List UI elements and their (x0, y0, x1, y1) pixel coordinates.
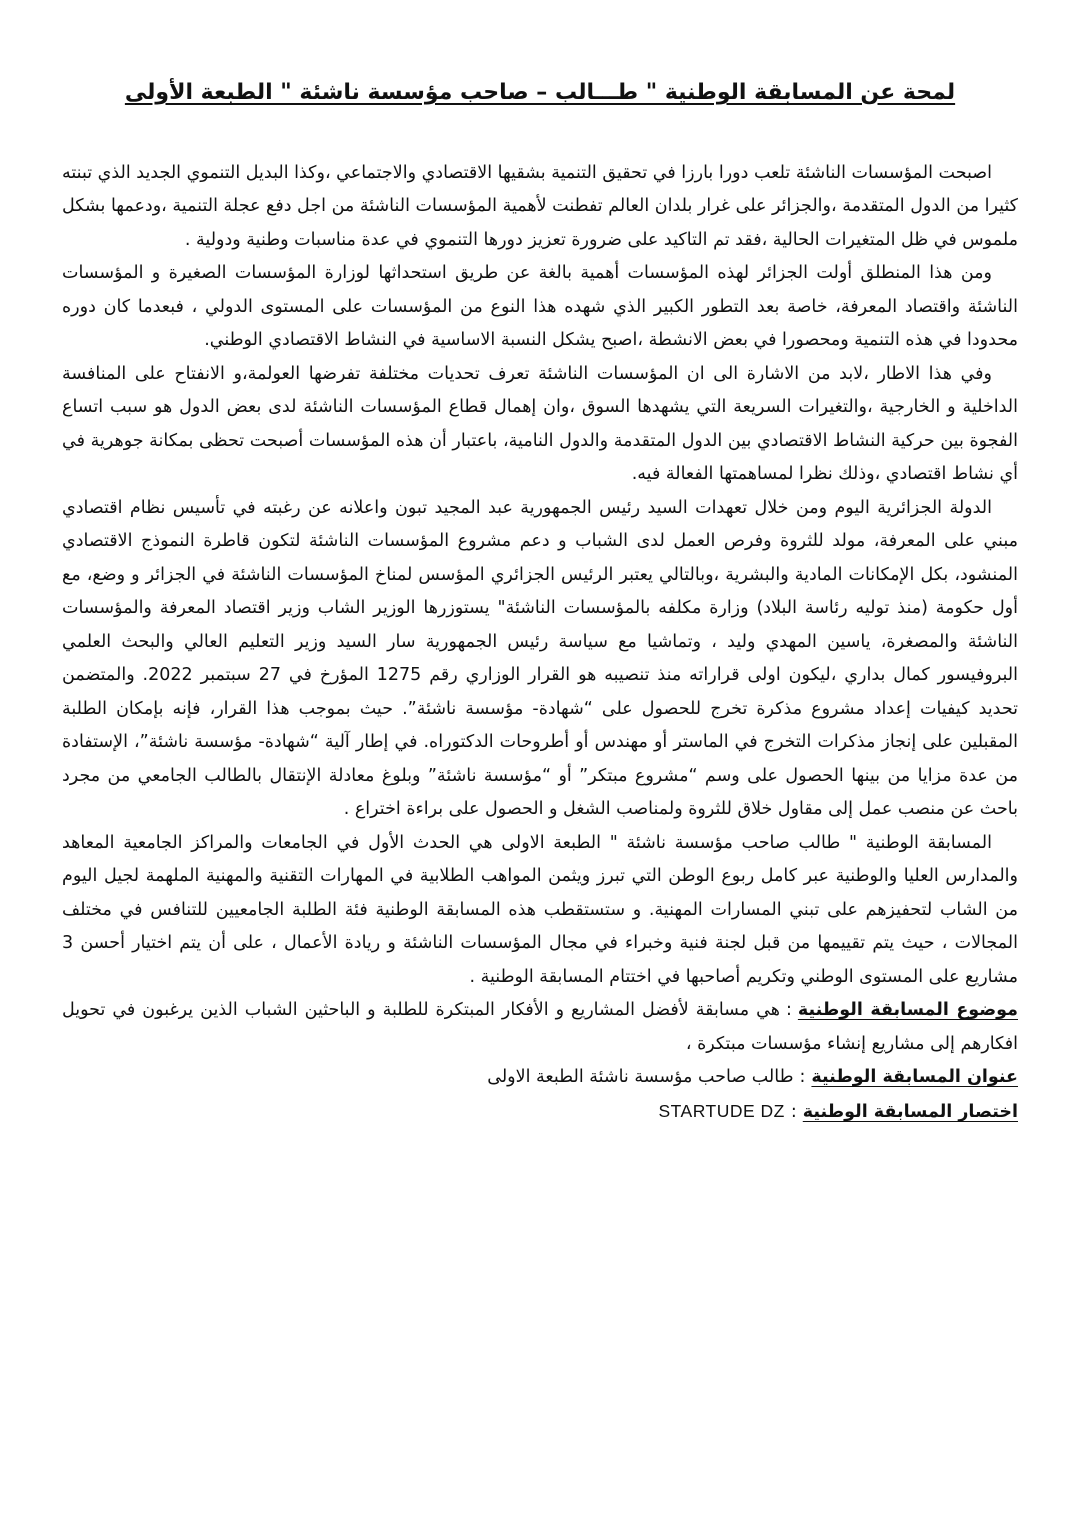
competition-topic-separator: : (785, 1000, 792, 1021)
competition-title-label: عنوان المسابقة الوطنية (811, 1067, 1018, 1088)
competition-abbreviation-value: STARTUDE DZ (658, 1100, 785, 1121)
paragraph-state-initiative: الدولة الجزائرية اليوم ومن خلال تعهدات السيد رئيس الجمهورية عبد المجيد تبون واعلانه عن رغبته في تأسيس نظام اقتصادي مبني على المعرفة، مولد للثروة وفرص العمل لدى الشباب و دعم مشروع المؤسسات الناشئة لتكون قاطرة النموذج الاقتصادي المنشود، بكل الإمكانات المادية والبشرية ،وبالتالي يعتبر الرئيس الجزائري المؤسس لمناخ المؤسسات الناشئة في الجزائر و وضع، مع أول حكومة (منذ توليه رئاسة البلاد) وزارة مكلفه بالمؤسسات الناشئة" يستوزرها الوزير الشاب وزير اقتصاد المعرفة والمؤسسات الناشئة والمصغرة، ياسين المهدي وليد ، وتماشيا مع سياسة رئيس الجمهورية سار السيد وزير التعليم العالي والبحث العلمي البروفيسور كمال بداري ،ليكون اولى قراراته منذ تنصيبه هو القرار الوزاري رقم 1275 المؤرخ في 27 سبتمبر 2022. والمتضمن تحديد كيفيات إعداد مشروع مذكرة تخرج للحصول على “شهادة- مؤسسة ناشئة”. حيث بموجب هذا القرار، فإنه بإمكان الطلبة المقبلين على إنجاز مذكرات التخرج في الماستر أو مهندس أو أطروحات الدكتوراه. في إطار آلية “شهادة- مؤسسة ناشئة”، الإستفادة من عدة مزايا من بينها الحصول على وسم “مشروع مبتكر” أو “مؤسسة ناشئة” وبلوغ معادلة الإنتقال بالطالب الجامعي من مجرد باحث عن منصب عمل إلى مقاول خلاق للثروة ولمناصب الشغل و الحصول على براءة اختراع . (62, 497, 1018, 820)
document-title (62, 78, 1018, 109)
competition-abbreviation (62, 1095, 1018, 1130)
paragraph-intro: اصبحت المؤسسات الناشئة تلعب دورا بارزا في تحقيق التنمية بشقيها الاقتصادي والاجتماعي ،وكذا البديل التنموي الجديد الذي تبنته كثيرا من الدول المتقدمة ،والجزائر على غرار بلدان العالم تفطنت لأهمية المؤسسات الناشئة من اجل دفع عجلة التنمية ،ودعمها بشكل ملموس في ظل المتغيرات الحالية ،فقد تم التاكيد على ضرورة تعزيز دورها التنموي في عدة مناسبات وطنية ودولية . (62, 162, 1018, 250)
paragraph-competition: المسابقة الوطنية " طالب صاحب مؤسسة ناشئة " الطبعة الاولى هي الحدث الأول في الجامعات والمراكز الجامعية المعاهد والمدارس العليا والوطنية عبر كامل ربوع الوطن التي تبرز ويثمن المواهب الطلابية في المهارات التقنية والمهنية الملهمة لجيل اليوم من الشاب لتحفيزهم على تبني المسارات المهنية. و ستستقطب هذه المسابقة الوطنية فئة الطلبة الجامعيين للتنافس في مختلف المجالات ، حيث يتم تقييمها من قبل لجنة فنية وخبراء في مجال المؤسسات الناشئة و ريادة الأعمال ، على أن يتم اختيار أحسن 3 مشاريع على المستوى الوطني وتكريم أصاحبها في اختتام المسابقة الوطنية . (62, 832, 1018, 987)
competition-title-value: طالب صاحب مؤسسة ناشئة الطبعة الاولى (487, 1067, 794, 1088)
competition-title (62, 1061, 1018, 1095)
competition-topic-label: موضوع المسابقة الوطنية (797, 1000, 1018, 1021)
competition-topic-value: هي مسابقة لأفضل المشاريع و الأفكار المبتكرة للطلبة و الباحثين الشباب الذين يرغبون في تحويل افكارهم إلى مشاريع إنشاء مؤسسات مبتكرة ، (62, 1000, 1018, 1054)
document-title-text: لمحة عن المسابقة الوطنية " طـــالب – صاحب مؤسسة ناشئة " الطبعة الأولى (124, 80, 956, 105)
paragraph-ministry: ومن هذا المنطلق أولت الجزائر لهذه المؤسسات أهمية بالغة عن طريق استحداثها لوزارة المؤسسات الصغيرة و المؤسسات الناشئة واقتصاد المعرفة، خاصة بعد التطور الكبير الذي شهده هذا النوع من المؤسسات على المستوى الدولي ، فبعدما كان دوره محدودا في هذه التنمية ومحصورا في بعض الانشطة ،اصبح يشكل النسبة الاساسية في النشاط الاقتصادي الوطني. (62, 263, 1018, 351)
competition-abbreviation-label: اختصار المسابقة الوطنية (802, 1101, 1018, 1122)
competition-title-separator: : (799, 1067, 806, 1088)
paragraph-challenges: وفي هذا الاطار ،لابد من الاشارة الى ان المؤسسات الناشئة تعرف تحديات مختلفة تفرضها العولمة،و الانفتاح على المنافسة الداخلية و الخارجية ،والتغيرات السريعة التي يشهدها السوق ،وان إهمال قطاع المؤسسات الناشئة لدى بعض الدول هو سبب اتساع الفجوة بين حركية النشاط الاقتصادي بين الدول المتقدمة والدول النامية، باعتبار أن هذه المؤسسات أصبحت تحظى بمكانة جوهرية في أي نشاط اقتصادي ،وذلك نظرا لمساهمتها الفعالة فيه. (62, 363, 1018, 485)
competition-abbreviation-separator: : (790, 1101, 797, 1122)
competition-topic (62, 994, 1018, 1061)
